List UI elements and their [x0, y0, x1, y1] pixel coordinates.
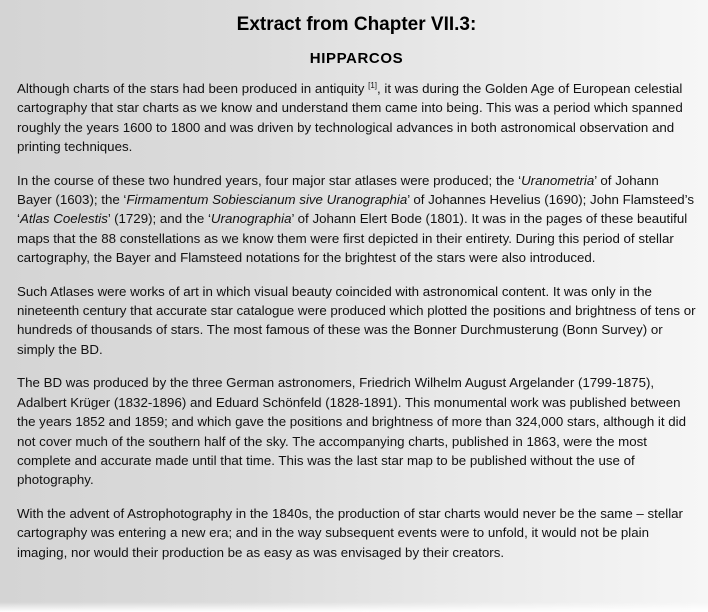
paragraph-1-text-b: , it was during the Golden Age of European celestial cartography that star charts as we know and understand them came into being. This was a period which spanned roughly the years 1600 to 1800 and was driven by technological advances in both astronomical observation and printing techniques.	[17, 81, 683, 155]
paragraph-2-text-c: ’ of Johannes Hevelius (1690); John Flamsteed’s ‘	[17, 192, 695, 227]
paragraph-2-text-a: In the course of these two hundred years, four major star atlases were produced; the ‘	[17, 172, 522, 188]
paragraph-2-text-d: ’ (1729); and the ‘	[107, 211, 211, 227]
paragraph-4: The BD was produced by the three German astronomers, Friedrich Wilhelm August Argelander (1799-1875), Adalbert Krüger (1832-1896) and Eduard Schönfeld (1828-1891). This monumental work was published between the years 1852 and 1859; and which gave the positions and brightness of more than 324,000 stars, although it did not cover much of the southern half of the sky. The accompanying charts, published in 1863, were the most complete and accurate made until that time. This was the last star map to be published without the use of photography.	[17, 375, 686, 488]
paragraph-2-text-e: ’ of Johann Elert Bode (1801). It was in the pages of these beautiful maps that the 88 constellations as we know them were first depicted in their entirety. During this period of stellar cartography, the Bayer and Flamsteed notations for the brightest of the stars were also introduced.	[17, 211, 688, 266]
footnote-reference: [1]	[368, 81, 378, 90]
paragraph-2	[17, 171, 696, 268]
paragraph-3: Such Atlases were works of art in which visual beauty coincided with astronomical content. It was only in the nineteenth century that accurate star catalogue were produced which plotted the positions and brightness of tens or hundreds of thousands of stars. The most famous of these was the Bonner Durchmusterung (Bonn Survey) or simply the BD.	[17, 283, 696, 357]
atlas-title-uranographia: Uranographia	[210, 211, 292, 227]
section-title: HIPPARCOS	[309, 50, 404, 67]
paragraph-5: With the advent of Astrophotography in the 1840s, the production of star charts would never be the same – stellar cartography was entering a new era; and in the way subsequent events were to unfold, it would not be plain imaging, nor would their production be as easy as was envisaged by their creators.	[17, 505, 683, 560]
paragraph-1	[17, 79, 696, 157]
paragraph-2-text-b: ’ of Johann Bayer (1603); the ‘	[17, 172, 659, 208]
atlas-title-atlas-coelestis: Atlas Coelestis	[19, 211, 108, 227]
paragraph-1-text-a: Although charts of the stars had been produced in antiquity	[17, 81, 369, 96]
atlas-title-firmamentum: Firmamentum Sobiescianum sive Uranographia	[126, 192, 408, 208]
atlas-title-uranometria: Uranometria	[521, 172, 595, 188]
chapter-heading: Extract from Chapter VII.3:	[236, 14, 477, 35]
document-body	[17, 79, 696, 562]
